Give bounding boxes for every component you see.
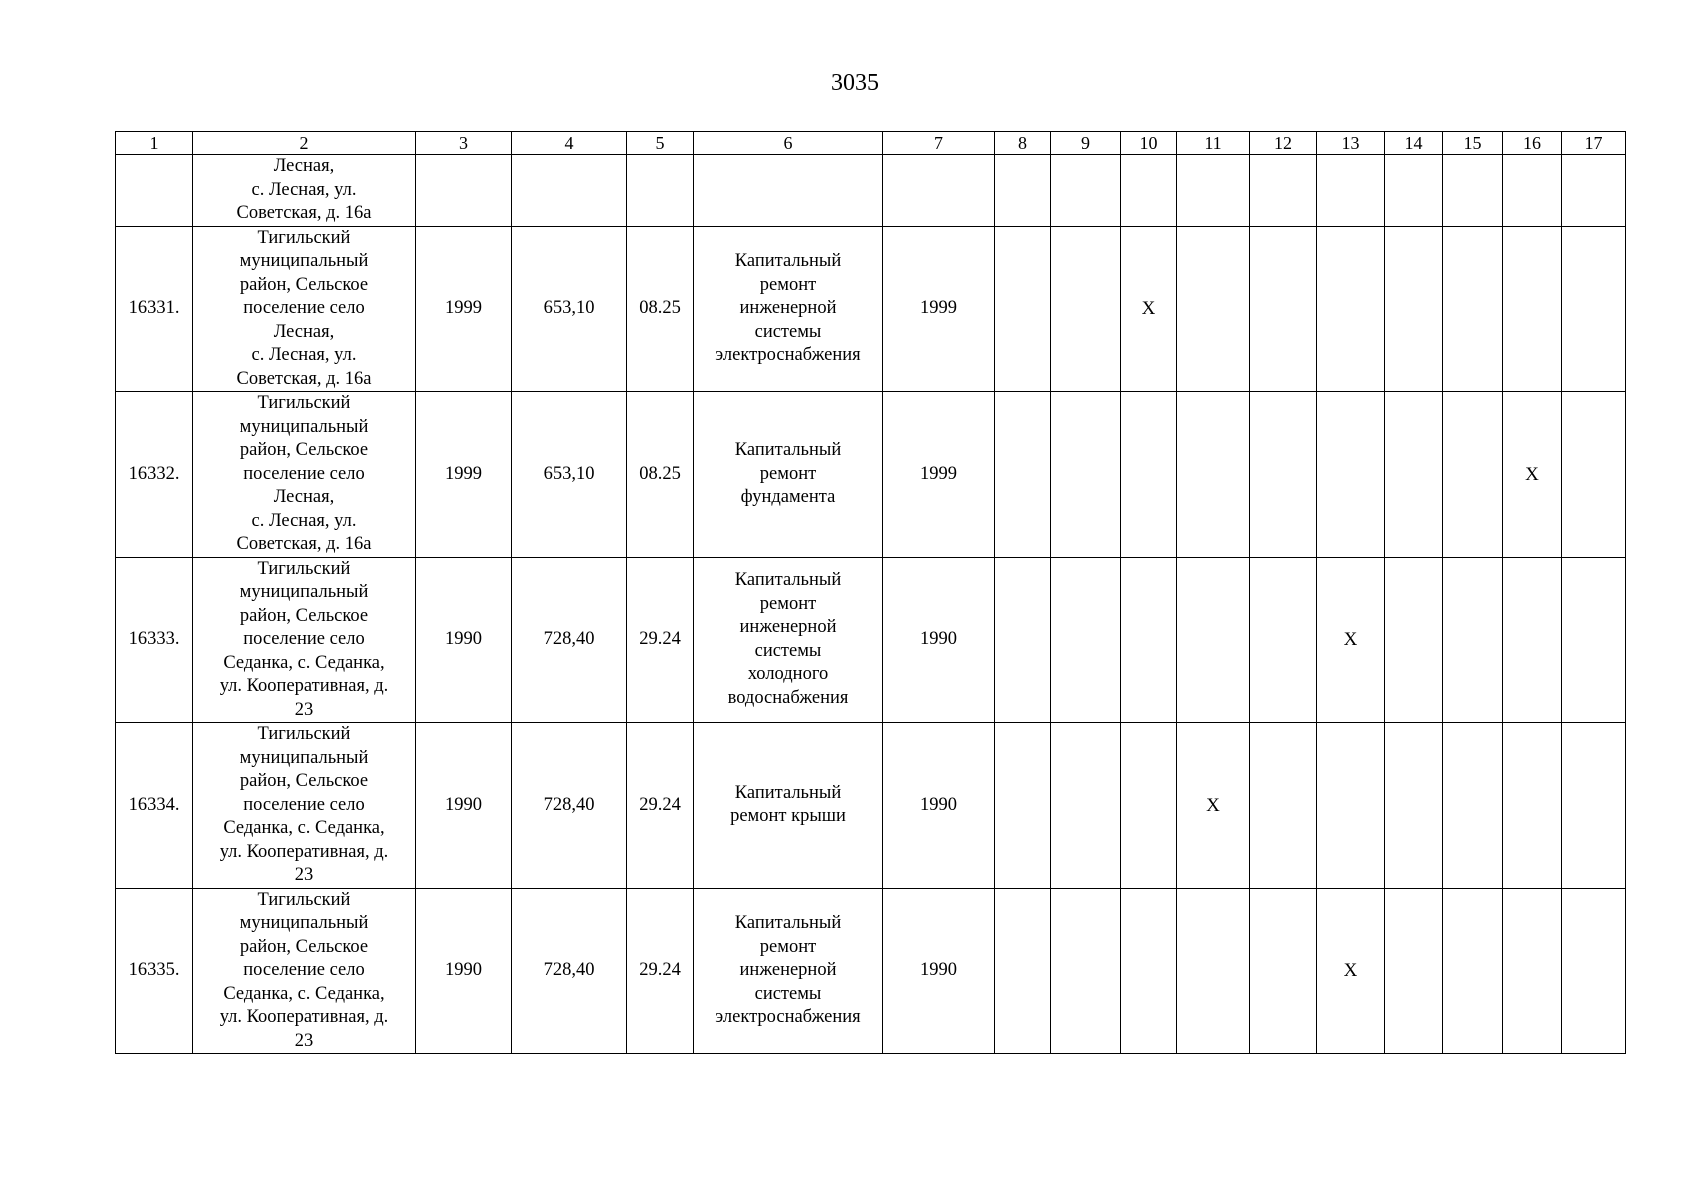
empty-cell <box>1051 226 1121 392</box>
column-header: 6 <box>694 132 883 155</box>
table-row <box>116 888 1626 1054</box>
empty-cell <box>627 155 694 227</box>
mark-cell: X <box>1317 557 1385 723</box>
empty-cell <box>1443 888 1503 1054</box>
empty-cell <box>883 155 995 227</box>
empty-cell <box>1250 226 1317 392</box>
empty-cell <box>1503 557 1562 723</box>
row-number-cell: 16333. <box>116 557 193 723</box>
row-number-cell: 16335. <box>116 888 193 1054</box>
column-header: 3 <box>416 132 512 155</box>
year-cell: 1999 <box>883 226 995 392</box>
column-header: 1 <box>116 132 193 155</box>
empty-cell <box>995 392 1051 558</box>
column-header: 4 <box>512 132 627 155</box>
wear-cell: 29.24 <box>627 888 694 1054</box>
mark-cell: X <box>1121 226 1177 392</box>
year-cell: 1990 <box>883 888 995 1054</box>
empty-cell <box>1443 392 1503 558</box>
empty-cell <box>1177 226 1250 392</box>
empty-cell <box>1443 226 1503 392</box>
work-type-cell: Капитальный ремонт фундамента <box>694 392 883 558</box>
empty-cell <box>1250 392 1317 558</box>
year-cell: 1999 <box>883 392 995 558</box>
area-cell: 728,40 <box>512 723 627 889</box>
column-header: 13 <box>1317 132 1385 155</box>
address-cell: Тигильский муниципальный район, Сельское поселение село Лесная, с. Лесная, ул. Советская, д. 16а <box>193 392 416 558</box>
empty-cell <box>1121 557 1177 723</box>
empty-cell <box>1503 888 1562 1054</box>
mark-cell: X <box>1503 392 1562 558</box>
wear-cell: 29.24 <box>627 723 694 889</box>
build-year-cell: 1999 <box>416 226 512 392</box>
empty-cell <box>1503 723 1562 889</box>
empty-cell <box>1250 888 1317 1054</box>
empty-cell <box>1562 155 1626 227</box>
empty-cell <box>1385 723 1443 889</box>
continuation-row <box>116 155 1626 227</box>
empty-cell <box>995 226 1051 392</box>
column-header: 9 <box>1051 132 1121 155</box>
empty-cell <box>1250 557 1317 723</box>
empty-cell <box>1177 557 1250 723</box>
address-cell: Тигильский муниципальный район, Сельское поселение село Седанка, с. Седанка, ул. Кооперативная, д. 23 <box>193 723 416 889</box>
work-type-cell: Капитальный ремонт инженерной системы холодного водоснабжения <box>694 557 883 723</box>
empty-cell <box>1051 723 1121 889</box>
column-header: 8 <box>995 132 1051 155</box>
page-number: 3035 <box>831 70 879 96</box>
column-header: 17 <box>1562 132 1626 155</box>
empty-cell <box>1385 226 1443 392</box>
empty-cell <box>1503 226 1562 392</box>
empty-cell <box>1317 723 1385 889</box>
column-header: 5 <box>627 132 694 155</box>
column-number-row <box>116 132 1626 155</box>
empty-cell <box>1250 155 1317 227</box>
address-cell: Тигильский муниципальный район, Сельское поселение село Лесная, с. Лесная, ул. Советская, д. 16а <box>193 226 416 392</box>
work-type-cell: Капитальный ремонт инженерной системы электроснабжения <box>694 888 883 1054</box>
data-rows <box>116 226 1626 1054</box>
empty-cell <box>995 888 1051 1054</box>
empty-cell <box>1562 723 1626 889</box>
empty-cell <box>1562 226 1626 392</box>
row-number-cell: 16334. <box>116 723 193 889</box>
empty-cell <box>995 557 1051 723</box>
mark-cell: X <box>1177 723 1250 889</box>
empty-cell <box>1121 155 1177 227</box>
empty-cell <box>995 723 1051 889</box>
column-header: 15 <box>1443 132 1503 155</box>
year-cell: 1990 <box>883 723 995 889</box>
area-cell: 728,40 <box>512 888 627 1054</box>
address-cell: Тигильский муниципальный район, Сельское поселение село Седанка, с. Седанка, ул. Кооперативная, д. 23 <box>193 557 416 723</box>
empty-cell <box>1177 888 1250 1054</box>
area-cell: 728,40 <box>512 557 627 723</box>
empty-cell <box>512 155 627 227</box>
empty-cell <box>1121 723 1177 889</box>
table-row <box>116 392 1626 558</box>
column-header: 14 <box>1385 132 1443 155</box>
empty-cell <box>1051 392 1121 558</box>
empty-cell <box>1443 155 1503 227</box>
empty-cell <box>1385 557 1443 723</box>
build-year-cell: 1990 <box>416 723 512 889</box>
column-header: 12 <box>1250 132 1317 155</box>
empty-cell <box>1051 888 1121 1054</box>
wear-cell: 08.25 <box>627 392 694 558</box>
empty-cell <box>1562 888 1626 1054</box>
repair-schedule-table <box>115 131 1626 1054</box>
empty-cell <box>1562 392 1626 558</box>
wear-cell: 08.25 <box>627 226 694 392</box>
empty-cell <box>1121 392 1177 558</box>
table-row <box>116 723 1626 889</box>
empty-cell <box>1250 723 1317 889</box>
row-number-cell: 16331. <box>116 226 193 392</box>
empty-cell <box>1443 557 1503 723</box>
work-type-cell: Капитальный ремонт крыши <box>694 723 883 889</box>
build-year-cell: 1999 <box>416 392 512 558</box>
empty-cell <box>1443 723 1503 889</box>
empty-cell <box>1177 155 1250 227</box>
empty-cell <box>1385 155 1443 227</box>
empty-cell <box>694 155 883 227</box>
empty-cell <box>1562 557 1626 723</box>
column-header: 16 <box>1503 132 1562 155</box>
table-row <box>116 226 1626 392</box>
area-cell: 653,10 <box>512 392 627 558</box>
empty-cell <box>1051 557 1121 723</box>
area-cell: 653,10 <box>512 226 627 392</box>
address-cell: Тигильский муниципальный район, Сельское поселение село Седанка, с. Седанка, ул. Кооперативная, д. 23 <box>193 888 416 1054</box>
column-header: 10 <box>1121 132 1177 155</box>
empty-cell <box>1385 888 1443 1054</box>
empty-cell <box>1317 155 1385 227</box>
column-header: 2 <box>193 132 416 155</box>
table-row <box>116 557 1626 723</box>
mark-cell: X <box>1317 888 1385 1054</box>
empty-cell <box>1051 155 1121 227</box>
empty-cell <box>1503 155 1562 227</box>
empty-cell <box>995 155 1051 227</box>
row-number-cell <box>116 155 193 227</box>
empty-cell <box>416 155 512 227</box>
year-cell: 1990 <box>883 557 995 723</box>
row-number-cell: 16332. <box>116 392 193 558</box>
build-year-cell: 1990 <box>416 888 512 1054</box>
work-type-cell: Капитальный ремонт инженерной системы электроснабжения <box>694 226 883 392</box>
empty-cell <box>1317 392 1385 558</box>
column-header: 7 <box>883 132 995 155</box>
empty-cell <box>1317 226 1385 392</box>
build-year-cell: 1990 <box>416 557 512 723</box>
empty-cell <box>1177 392 1250 558</box>
wear-cell: 29.24 <box>627 557 694 723</box>
empty-cell <box>1121 888 1177 1054</box>
address-cell: Лесная, с. Лесная, ул. Советская, д. 16а <box>193 155 416 227</box>
column-header: 11 <box>1177 132 1250 155</box>
empty-cell <box>1385 392 1443 558</box>
